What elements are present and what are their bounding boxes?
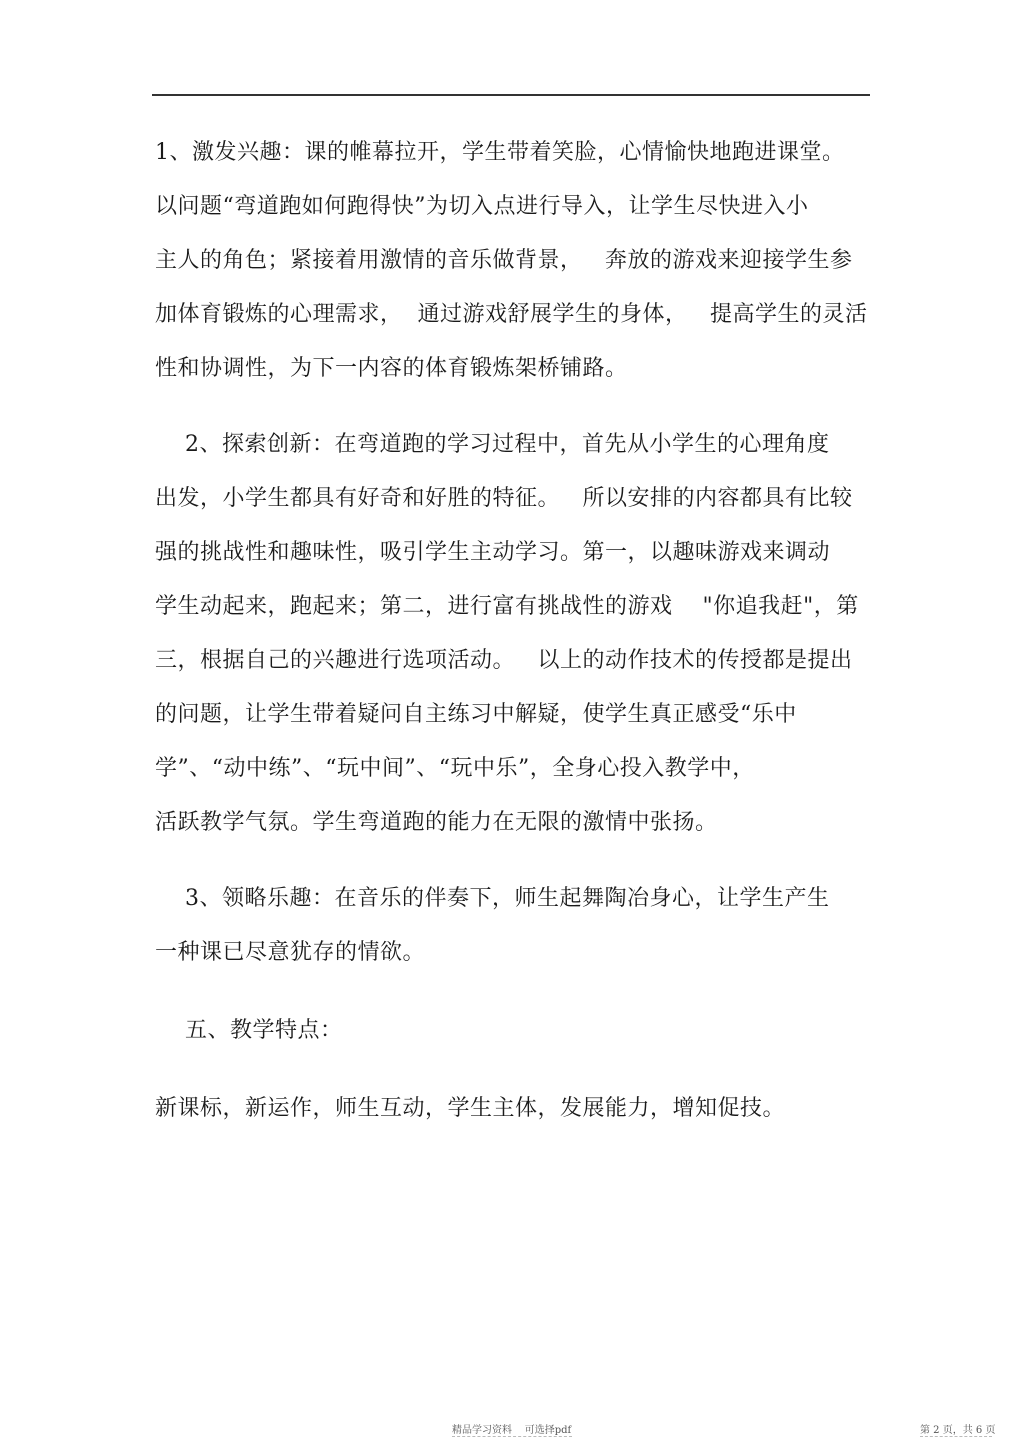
text-line-11: 的问题，让学生带着疑问自主练习中解疑，使学生真正感受“乐中 (155, 702, 797, 727)
text-line-1: 1、激发兴趣：课的帷幕拉开，学生带着笑脸，心情愉快地跑进课堂。 (155, 140, 845, 165)
text-line-13: 活跃教学气氛。学生弯道跑的能力在无限的激情中张扬。 (155, 810, 718, 835)
text-line-6: 2、探索创新：在弯道跑的学习过程中，首先从小学生的心理角度 (155, 432, 830, 457)
text-line-12: 学”、“动中练”、“玩中间”、“玩中乐”，全身心投入教学中， (155, 756, 755, 781)
footer-watermark: 精品学习资料 可选择pdf (452, 1425, 572, 1436)
text-line-2: 以问题“弯道跑如何跑得快”为切入点进行导入，让学生尽快进入小 (155, 194, 809, 219)
footer-dash-left (452, 1436, 572, 1437)
text-line-17: 新课标，新运作，师生互动，学生主体，发展能力，增知促技。 (155, 1096, 786, 1121)
text-line-5: 性和协调性，为下一内容的体育锻炼架桥铺路。 (155, 356, 628, 381)
section-heading: 五、教学特点： (155, 1018, 343, 1043)
text-line-8: 强的挑战性和趣味性，吸引学生主动学习。第一，以趣味游戏来调动 (155, 540, 831, 565)
text-line-7: 出发，小学生都具有好奇和好胜的特征。 所以安排的内容都具有比较 (155, 486, 853, 511)
text-line-3: 主人的角色；紧接着用激情的音乐做背景， 奔放的游戏来迎接学生参 (155, 248, 853, 273)
text-line-14: 3、领略乐趣：在音乐的伴奏下，师生起舞陶冶身心，让学生产生 (155, 886, 830, 911)
text-line-4: 加体育锻炼的心理需求， 通过游戏舒展学生的身体， 提高学生的灵活 (155, 302, 868, 327)
footer-dash-right (920, 1436, 992, 1437)
footer-page-number: 第 2 页，共 6 页 (920, 1425, 996, 1436)
text-line-9: 学生动起来，跑起来；第二，进行富有挑战性的游戏 "你追我赶"，第 (155, 594, 859, 619)
text-line-15: 一种课已尽意犹存的情欲。 (155, 940, 426, 965)
text-line-10: 三，根据自己的兴趣进行选项活动。 以上的动作技术的传授都是提出 (155, 648, 853, 673)
header-rule (152, 94, 870, 96)
